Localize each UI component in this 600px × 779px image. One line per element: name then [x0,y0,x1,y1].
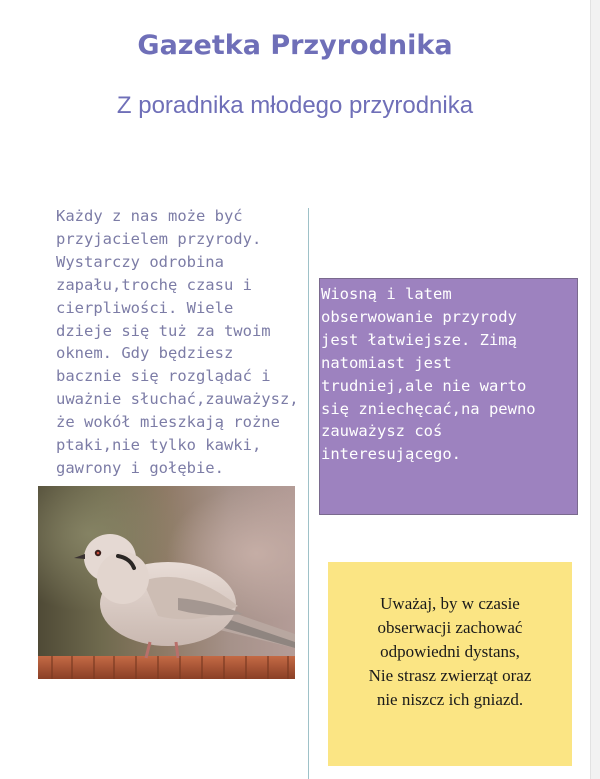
page-edge [590,0,600,779]
page-title: Gazetka Przyrodnika [137,30,453,61]
purple-info-box [319,278,578,515]
column-divider [308,208,309,779]
page-subtitle: Z poradnika młodego przyrodnika [116,92,474,119]
yellow-warning-box [328,562,572,766]
collared-dove-photo [38,486,295,679]
purple-box-text: Wiosną i latem obserwowanie przyrody jest łatwiejsze. Zimą natomiast jest trudniej,ale nie warto się zniechęcać,na pewno zauważysz coś interesującego. [321,285,536,464]
yellow-box-text: Uważaj, by w czasie obserwacji zachować odpowiedni dystans, Nie strasz zwierząt oraz nie niszcz ich gniazd. [368,594,532,709]
intro-text: Każdy z nas może być przyjacielem przyrody. Wystarczy odrobina zapału,trochę czasu i cierpliwości. Wiele dzieje się tuż za twoim oknem. Gdy będziesz bacznie się rozglądać i uważnie słuchać,zauważysz, że wokół mieszkają rożne ptaki,nie tylko kawki, gawrony i gołębie. [56,207,299,477]
